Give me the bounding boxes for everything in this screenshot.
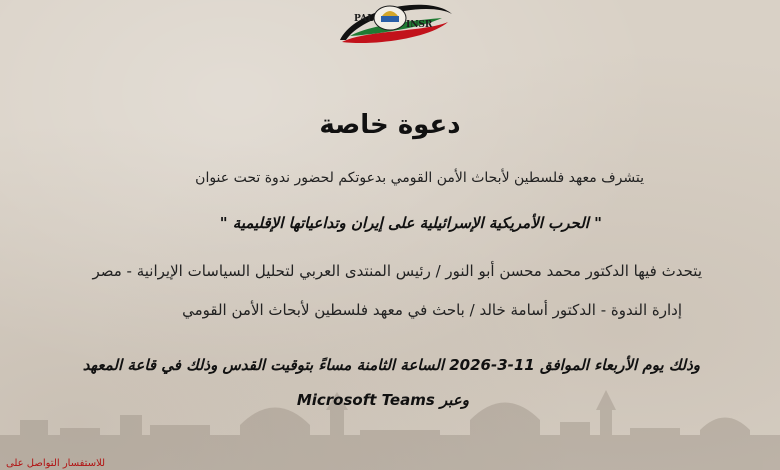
logo-left-text: PAL: [354, 14, 374, 24]
contact-note: للاستفسار التواصل على: [6, 458, 106, 469]
moderator-line: إدارة الندوة - الدكتور أسامة خالد / باحث في معهد فلسطين لأبحاث الأمن القومي: [182, 301, 682, 319]
speaker-line: يتحدث فيها الدكتور محمد محسن أبو النور / رئيس المنتدى العربي لتحليل السياسات الإيرانية - مصر: [92, 262, 702, 280]
platform-line: وعبر Microsoft Teams: [296, 391, 469, 409]
logo-dome-base: [381, 16, 399, 22]
invitation-title: دعوة خاصة: [319, 110, 461, 140]
institute-logo: [320, 0, 460, 44]
date-time-line: وذلك يوم الأربعاء الموافق 11-3-2026 الساعة الثامنة مساءً بتوقيت القدس وذلك في قاعة المعهد: [82, 356, 700, 374]
invitation-intro: يتشرف معهد فلسطين لأبحاث الأمن القومي بدعوتكم لحضور ندوة تحت عنوان: [195, 170, 644, 186]
logo-right-text: INSR: [406, 20, 433, 30]
seminar-topic: " الحرب الأمريكية الإسرائيلية على إيران وتداعياتها الإقليمية ": [219, 214, 602, 232]
